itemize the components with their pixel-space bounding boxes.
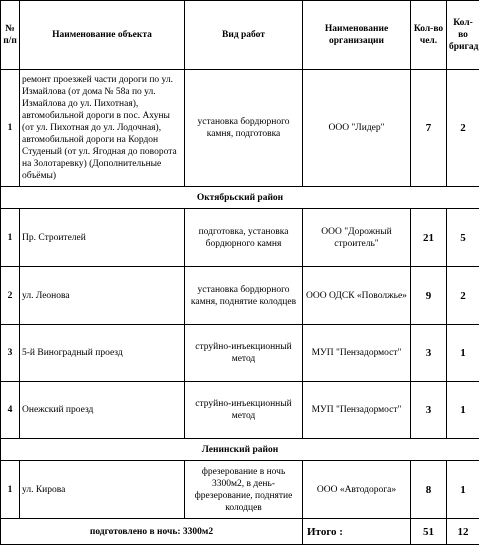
row-brigades: 2: [447, 267, 479, 325]
prepared-night-label: подготовлено в ночь: 3300м2: [1, 519, 303, 545]
table-row: [1, 209, 479, 267]
table-row: [1, 325, 479, 382]
row-work: фрезерование в ночь 3300м2, в день- фрезерование, поднятие колодцев: [185, 461, 303, 519]
row-num: 1: [1, 461, 20, 519]
row-num: 4: [1, 382, 20, 439]
total-label: Итого :: [303, 519, 411, 545]
header-num: № п/п: [1, 1, 20, 70]
total-people: 51: [411, 519, 447, 545]
row-org: ООО ОДСК «Поволжье»: [303, 267, 411, 325]
table-row: [1, 70, 479, 187]
row-num: 1: [1, 209, 20, 267]
row-brigades: 1: [447, 382, 479, 439]
row-num: 2: [1, 267, 20, 325]
section-row-oktyabrsky: [1, 187, 479, 209]
row-object: Пр. Строителей: [20, 209, 185, 267]
section-title-oktyabrsky: Октябрьский район: [1, 187, 479, 209]
row-org: МУП "Пензадормост": [303, 325, 411, 382]
row-brigades: 2: [447, 70, 479, 187]
row-people: 21: [411, 209, 447, 267]
row-num: 3: [1, 325, 20, 382]
section-row-leninsky: [1, 439, 479, 461]
row-object: Онежский проезд: [20, 382, 185, 439]
row-org: ООО "Лидер": [303, 70, 411, 187]
row-people: 7: [411, 70, 447, 187]
total-row: [1, 519, 479, 545]
header-object: Наименование объекта: [20, 1, 185, 70]
header-work: Вид работ: [185, 1, 303, 70]
table-row: [1, 382, 479, 439]
row-object: ул. Кирова: [20, 461, 185, 519]
row-people: 9: [411, 267, 447, 325]
row-object: ремонт проезжей части дороги по ул. Измайлова (от дома № 58а по ул. Измайлова до ул. Пихотная), автомобильной дороги в пос. Ахуны (от ул. Пихотная до ул. Лодочная), автомобильной дороги на Кордон Студеный (от ул. Ягодная до поворота на Золотаревку) (Дополнительные объёмы): [20, 70, 185, 187]
row-work: установка бордюрного камня, поднятие колодцев: [185, 267, 303, 325]
row-people: 3: [411, 325, 447, 382]
header-org: Наименование организации: [303, 1, 411, 70]
row-work: подготовка, установка бордюрного камня: [185, 209, 303, 267]
row-work: струйно-инъекционный метод: [185, 325, 303, 382]
row-people: 3: [411, 382, 447, 439]
row-brigades: 1: [447, 461, 479, 519]
row-people: 8: [411, 461, 447, 519]
table-header-row: [1, 1, 479, 70]
table-row: [1, 267, 479, 325]
row-brigades: 5: [447, 209, 479, 267]
section-title-leninsky: Ленинский район: [1, 439, 479, 461]
row-object: 5-й Виноградный проезд: [20, 325, 185, 382]
row-work: установка бордюрного камня, подготовка: [185, 70, 303, 187]
header-people: Кол-во чел.: [411, 1, 447, 70]
row-org: МУП "Пензадормост": [303, 382, 411, 439]
header-brigades: Кол-во бригад: [447, 1, 479, 70]
table-row: [1, 461, 479, 519]
row-work: струйно-инъекционный метод: [185, 382, 303, 439]
row-object: ул. Леонова: [20, 267, 185, 325]
row-org: ООО «Автодорога»: [303, 461, 411, 519]
row-brigades: 1: [447, 325, 479, 382]
row-org: ООО "Дорожный строитель": [303, 209, 411, 267]
total-brigades: 12: [447, 519, 479, 545]
row-num: 1: [1, 70, 20, 187]
